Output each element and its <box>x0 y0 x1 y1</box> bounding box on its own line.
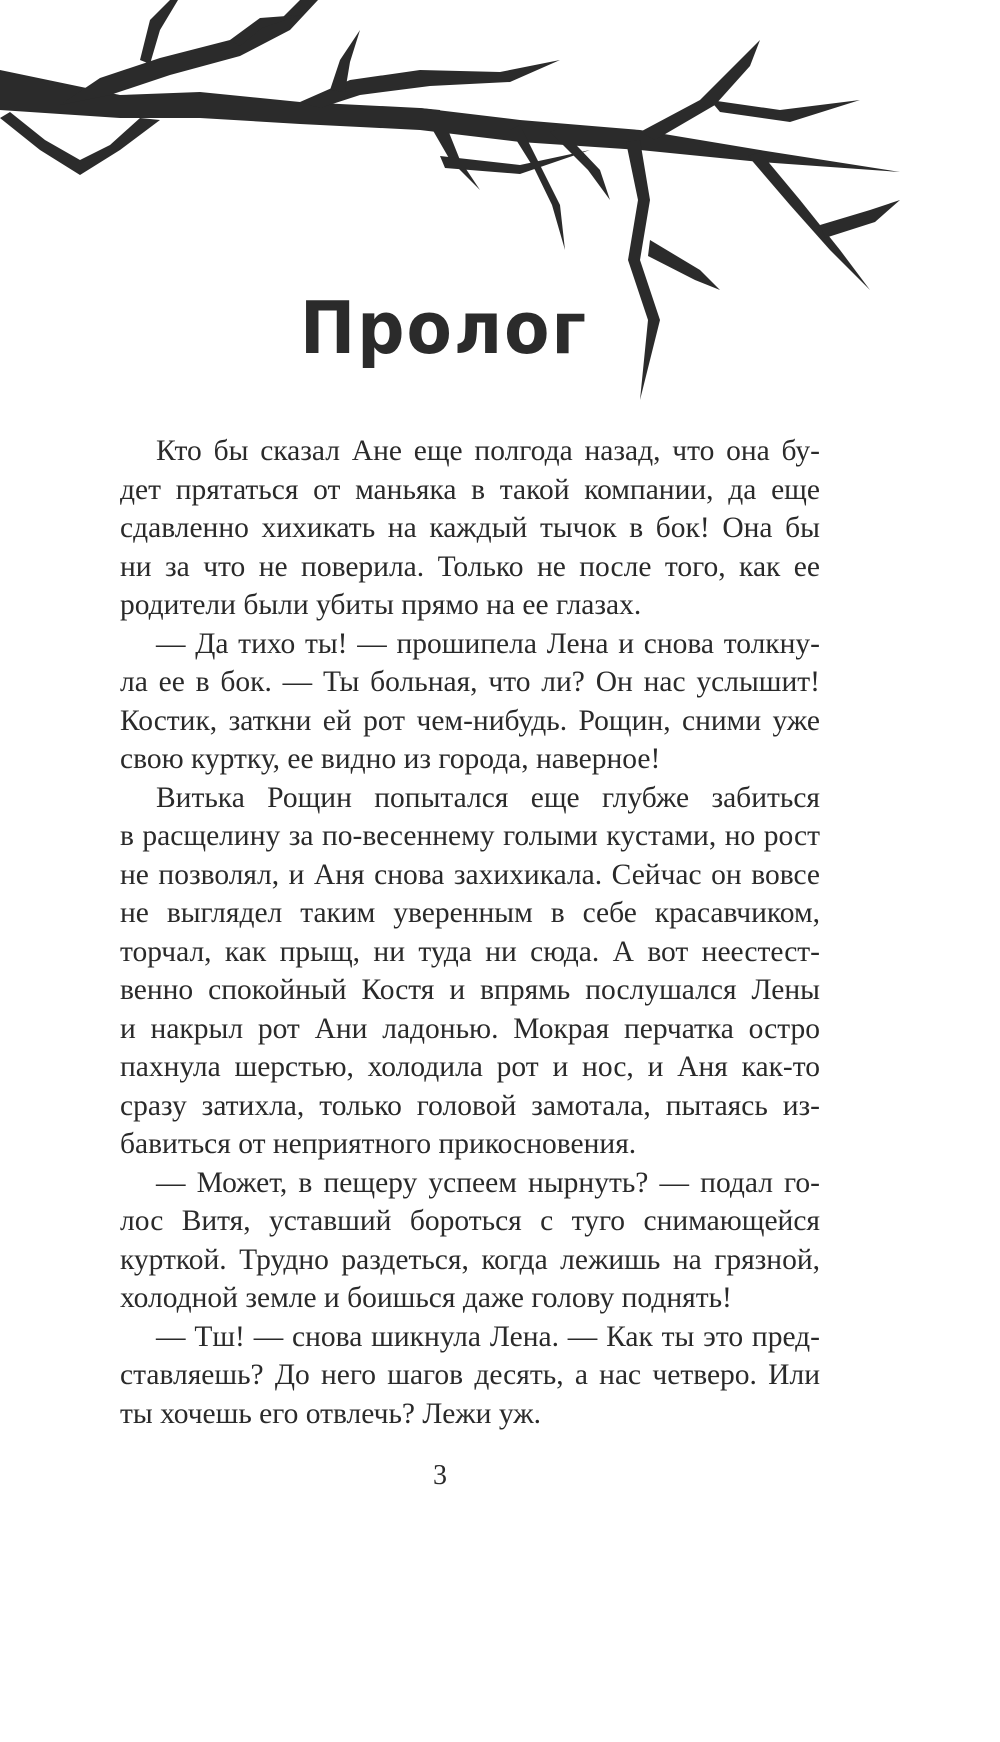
text-line: и накрыл рот Ани ладонью. Мокрая перчатка остро <box>120 1012 820 1045</box>
text-line: в расщелину за по-весеннему голыми кустами, но рост <box>120 820 820 852</box>
text-line: ты хочешь его отвлечь? Лежи уж. <box>120 1397 541 1430</box>
text-line: пахнула шерстью, холодила рот и нос, и Аня как-то <box>120 1051 820 1083</box>
text-line: — Тш! — снова шикнула Лена. — Как ты это пред- <box>156 1320 820 1353</box>
text-line: Витька Рощин попытался еще глубже забиться <box>156 781 820 814</box>
text-line: венно спокойный Костя и впрямь послушался Лены <box>120 974 820 1006</box>
text-line: бавиться от неприятного прикосновения. <box>120 1128 637 1160</box>
text-line: холодной земле и боишься даже голову поднять! <box>120 1282 732 1314</box>
text-line: курткой. Трудно раздеться, когда лежишь на грязной, <box>120 1243 820 1276</box>
text-line: лос Витя, уставший бороться с туго снимающейся <box>120 1205 820 1237</box>
page-number: 3 <box>433 1460 447 1491</box>
text-line: не выглядел таким уверенным в себе красавчиком, <box>120 897 820 929</box>
chapter-title: Пролог <box>300 286 588 371</box>
text-line: — Да тихо ты! — прошипела Лена и снова толкну- <box>156 627 820 660</box>
tree-branch-illustration <box>0 0 1000 460</box>
text-line: дет прятаться от маньяка в такой компании, да еще <box>120 473 820 506</box>
text-line: Костик, заткни ей рот чем-нибудь. Рощин, сними уже <box>120 704 820 737</box>
body-text <box>120 432 820 1433</box>
text-line: торчал, как прыщ, ни туда ни сюда. А вот неестест- <box>120 935 820 968</box>
text-line: Кто бы сказал Ане еще полгода назад, что она бу- <box>156 435 820 467</box>
text-line: родители были убиты прямо на ее глазах. <box>120 589 642 621</box>
text-line: ставляешь? До него шагов десять, а нас четверо. Или <box>120 1359 820 1391</box>
text-line: не позволял, и Аня снова захихикала. Сейчас он вовсе <box>120 858 820 891</box>
text-line: ни за что не поверила. Только не после того, как ее <box>120 550 820 583</box>
text-line: свою куртку, ее видно из города, наверное! <box>120 743 661 775</box>
text-line: ла ее в бок. — Ты больная, что ли? Он нас услышит! <box>120 666 820 698</box>
text-line: — Может, в пещеру успеем нырнуть? — подал го- <box>156 1166 820 1199</box>
text-line: сразу затихла, только головой замотала, пытаясь из- <box>120 1089 820 1122</box>
text-line: сдавленно хихикать на каждый тычок в бок! Она бы <box>120 512 820 544</box>
